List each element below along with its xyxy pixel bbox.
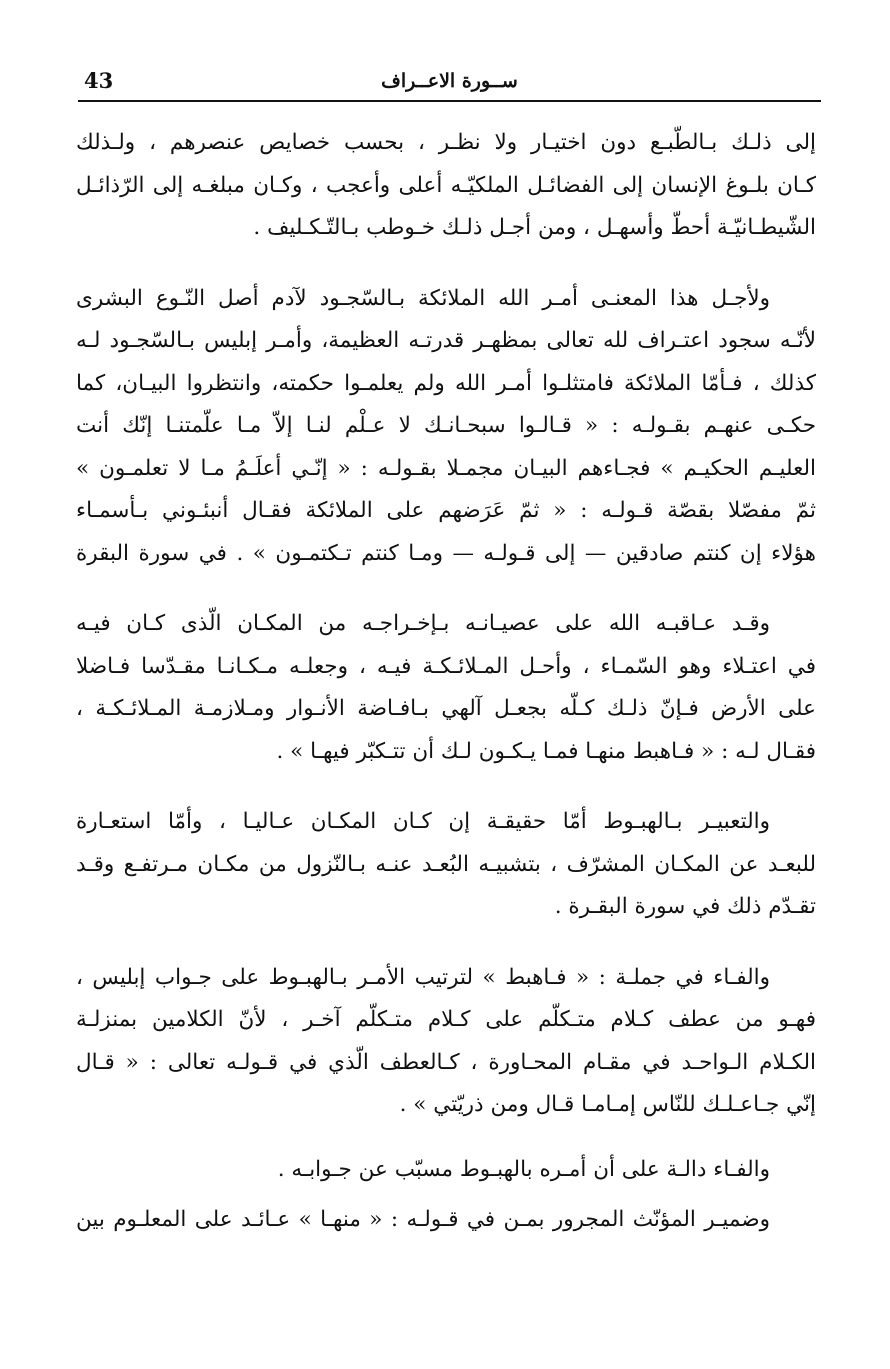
body-text [76, 122, 816, 1266]
text-line: لأنّـه سجود اعتـراف لله تعالى بمظهـر قدرتـه العظيمة، وأمـر إبليس بـالسّجـود لـه [76, 328, 816, 353]
paragraph [76, 1149, 816, 1192]
text-line: وضميـر المؤنّث المجرور بمـن في قـولـه : « منهـا » عـائـد على المعلـوم بين [76, 1207, 770, 1232]
text-line: كذلك ، فـأمّا الملائكة فامتثلـوا أمـر الله ولم يعلمـوا حكمته، وانتظروا البيـان، كما [76, 370, 816, 396]
text-line: حكـى عنهـم بقـولـه : « قـالـوا سبحـانـك لا عـلْم لنـا إلاّ مـا علّمتنـا إنّك أنت [76, 413, 816, 438]
text-line: هؤلاء إن كنتم صادقين — إلى قـولـه — ومـا كنتم تـكتمـون » . في سورة البقرة [76, 540, 816, 566]
text-line: الكـلام الـواحـد في مقـام المحـاورة ، كـالعطف الّذي في قـولـه تعالى : « قـال [76, 1049, 816, 1075]
text-line: للبعـد عن المكـان المشرّف ، بتشبيـه البُعـد عنـه بـالنّزول من مكـان مـرتفـع وقـد [76, 851, 816, 877]
text-line: إلى ذلـك بـالطّبـع دون اختيـار ولا نظـر ، بحسب خصايص عنصرهم ، ولـذلك [76, 130, 816, 155]
text-line: والتعبيـر بـالهبـوط أمّا حقيقـة إن كـان المكـان عـاليـا ، وأمّا استعـارة [76, 809, 770, 834]
paragraph [76, 122, 816, 250]
page-number: 43 [84, 68, 114, 93]
text-line: كـان بلـوغ الإنسان إلى الفضائـل الملكيّـه أعلى وأعجب ، وكـان مبلغـه إلى الرّذائـل [76, 172, 816, 198]
text-line: تقـدّم ذلك في سورة البقـرة . [554, 894, 816, 919]
paragraph [76, 957, 816, 1127]
text-line: والفـاء دالـة على أن أمـره بالهبـوط مسبّب عن جـوابـه . [277, 1156, 770, 1182]
text-line: على الأرض فـإنّ ذلـك كـلّه بجعـل آلهي بـافـاضة الأنـوار ومـلازمـة المـلائـكـة ، [76, 696, 816, 721]
paragraph [76, 278, 816, 576]
text-line: ولأجـل هذا المعنـى أمـر الله الملائكة بـالسّجـود لآدم أصل النّـوع البشرى [76, 285, 770, 311]
paragraph [76, 603, 816, 773]
text-line: إنّي جـاعـلـك للنّاس إمـامـا قـال ومن ذريّتي » . [399, 1092, 816, 1117]
text-line: في اعتـلاء وهو السّمـاء ، وأحـل المـلائـكـة فيـه ، وجعلـه مـكـانـا مقـدّسا فـاضلا [76, 653, 816, 679]
running-title: ســورة الاعــراف [381, 70, 518, 92]
text-line: فقـال لـه : « فـاهبط منهـا فمـا يـكـون لـك أن تتـكبّر فيهـا » . [276, 738, 816, 764]
text-line: وقـد عـاقبـه الله على عصيـانـه بـإخـراجـه من المكـان الّذى كـان فيـه [76, 611, 770, 636]
page-header [78, 62, 821, 102]
text-line: الشّيطـانيّـة أحطّ وأسهـل ، ومن أجـل ذلـك خـوطب بـالتّـكـليف . [253, 215, 816, 240]
paragraph [76, 801, 816, 929]
text-line: فهـو من عطف كـلام متـكلّم على كـلام متـكلّم آخـر ، لأنّ الكلامين بمنزلـة [76, 1007, 816, 1032]
paragraph [76, 1199, 816, 1242]
text-line: ثمّ مفصّلا بقصّة قـولـه : « ثمّ عَرَضهم على الملائكة فقـال أنبئـوني بـأسمـاء [76, 498, 816, 523]
text-line: العليـم الحكيـم » فجـاءهم البيـان مجمـلا بقـولـه : « إنّـي أعلَـمُ مـا لا تعلمـون » [76, 455, 816, 481]
text-line: والفـاء في جملـة : « فـاهبط » لترتيب الأمـر بـالهبـوط على جـواب إبليس ، [76, 964, 770, 990]
